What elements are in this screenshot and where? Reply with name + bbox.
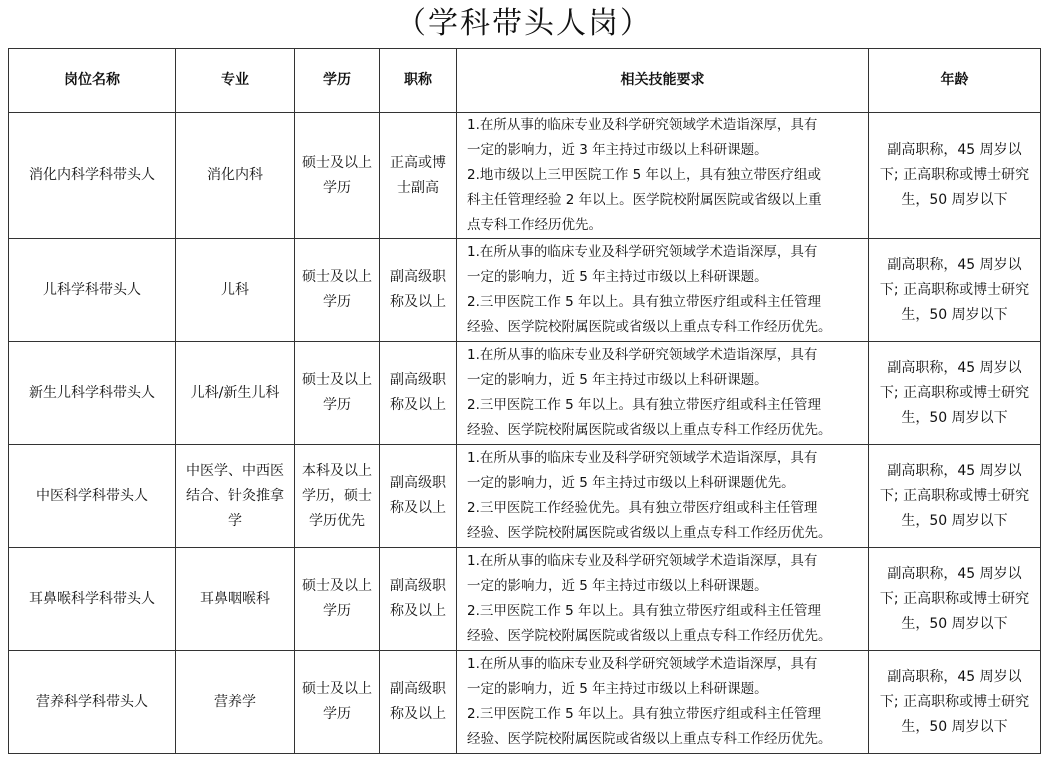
header-age: 年龄 (869, 49, 1041, 113)
skill-line: 一定的影响力，近 5 年主持过市级以上科研课题。 (467, 681, 768, 697)
header-skills: 相关技能要求 (457, 49, 869, 113)
skill-line: 经验、医学院校附属医院或省级以上重点专科工作经历优先。 (467, 731, 832, 747)
skill-line: 2.地市级以上三甲医院工作 5 年以上，具有独立带医疗组或 (467, 167, 822, 183)
cell-education: 本科及以上学历，硕士学历优先 (295, 445, 380, 548)
cell-major: 儿科 (176, 239, 295, 342)
cell-title: 副高级职称及以上 (380, 239, 457, 342)
skill-line: 1.在所从事的临床专业及科学研究领域学术造诣深厚，具有 (467, 553, 818, 569)
cell-skills (457, 548, 869, 651)
cell-age: 副高职称，45 周岁以下; 正高职称或博士研究生，50 周岁以下 (869, 651, 1041, 754)
table-row (9, 113, 1041, 239)
skill-line: 1.在所从事的临床专业及科学研究领域学术造诣深厚，具有 (467, 450, 818, 466)
header-major: 专业 (176, 49, 295, 113)
cell-position: 耳鼻喉科学科带头人 (9, 548, 176, 651)
table-header-row (9, 49, 1041, 113)
cell-age: 副高职称，45 周岁以下; 正高职称或博士研究生，50 周岁以下 (869, 342, 1041, 445)
skill-line: 2.三甲医院工作 5 年以上。具有独立带医疗组或科主任管理 (467, 603, 822, 619)
skill-line: 经验、医学院校附属医院或省级以上重点专科工作经历优先。 (467, 525, 832, 541)
cell-skills (457, 445, 869, 548)
cell-education: 硕士及以上学历 (295, 239, 380, 342)
skill-line: 1.在所从事的临床专业及科学研究领域学术造诣深厚，具有 (467, 117, 818, 133)
skill-line: 2.三甲医院工作经验优先。具有独立带医疗组或科主任管理 (467, 500, 818, 516)
skill-line: 2.三甲医院工作 5 年以上。具有独立带医疗组或科主任管理 (467, 706, 822, 722)
cell-age: 副高职称，45 周岁以下; 正高职称或博士研究生，50 周岁以下 (869, 445, 1041, 548)
skill-line: 点专科工作经历优先。 (467, 217, 602, 233)
table-row (9, 239, 1041, 342)
table-row (9, 651, 1041, 754)
skill-line: 2.三甲医院工作 5 年以上。具有独立带医疗组或科主任管理 (467, 397, 822, 413)
header-education: 学历 (295, 49, 380, 113)
table-row (9, 548, 1041, 651)
skill-line: 经验、医学院校附属医院或省级以上重点专科工作经历优先。 (467, 422, 832, 438)
cell-title: 副高级职称及以上 (380, 342, 457, 445)
cell-skills (457, 113, 869, 239)
skill-line: 经验、医学院校附属医院或省级以上重点专科工作经历优先。 (467, 628, 832, 644)
skill-line: 一定的影响力，近 5 年主持过市级以上科研课题。 (467, 269, 768, 285)
table-row (9, 342, 1041, 445)
cell-age: 副高职称，45 周岁以下; 正高职称或博士研究生，50 周岁以下 (869, 548, 1041, 651)
skill-line: 1.在所从事的临床专业及科学研究领域学术造诣深厚，具有 (467, 347, 818, 363)
cell-education: 硕士及以上学历 (295, 651, 380, 754)
cell-position: 营养科学科带头人 (9, 651, 176, 754)
cell-title: 正高或博士副高 (380, 113, 457, 239)
skill-line: 一定的影响力，近 5 年主持过市级以上科研课题优先。 (467, 475, 795, 491)
cell-major: 中医学、中西医结合、针灸推拿学 (176, 445, 295, 548)
skill-line: 1.在所从事的临床专业及科学研究领域学术造诣深厚，具有 (467, 244, 818, 260)
cell-position: 中医科学科带头人 (9, 445, 176, 548)
skill-line: 2.三甲医院工作 5 年以上。具有独立带医疗组或科主任管理 (467, 294, 822, 310)
skill-line: 1.在所从事的临床专业及科学研究领域学术造诣深厚，具有 (467, 656, 818, 672)
skill-line: 一定的影响力，近 5 年主持过市级以上科研课题。 (467, 578, 768, 594)
page-title: （学科带头人岗） (396, 6, 652, 41)
table-row (9, 445, 1041, 548)
cell-skills (457, 651, 869, 754)
cell-age: 副高职称，45 周岁以下; 正高职称或博士研究生，50 周岁以下 (869, 239, 1041, 342)
skill-line: 经验、医学院校附属医院或省级以上重点专科工作经历优先。 (467, 319, 832, 335)
cell-title: 副高级职称及以上 (380, 651, 457, 754)
cell-title: 副高级职称及以上 (380, 548, 457, 651)
cell-education: 硕士及以上学历 (295, 342, 380, 445)
cell-position: 新生儿科学科带头人 (9, 342, 176, 445)
cell-education: 硕士及以上学历 (295, 113, 380, 239)
job-requirements-table (8, 48, 1041, 754)
cell-position: 儿科学科带头人 (9, 239, 176, 342)
cell-skills (457, 239, 869, 342)
skill-line: 科主任管理经验 2 年以上。医学院校附属医院或省级以上重 (467, 192, 822, 208)
cell-age: 副高职称，45 周岁以下; 正高职称或博士研究生，50 周岁以下 (869, 113, 1041, 239)
cell-title: 副高级职称及以上 (380, 445, 457, 548)
header-position: 岗位名称 (9, 49, 176, 113)
skill-line: 一定的影响力，近 5 年主持过市级以上科研课题。 (467, 372, 768, 388)
cell-position: 消化内科学科带头人 (9, 113, 176, 239)
skill-line: 一定的影响力，近 3 年主持过市级以上科研课题。 (467, 142, 768, 158)
cell-major: 营养学 (176, 651, 295, 754)
cell-major: 耳鼻咽喉科 (176, 548, 295, 651)
cell-major: 儿科/新生儿科 (176, 342, 295, 445)
cell-major: 消化内科 (176, 113, 295, 239)
cell-education: 硕士及以上学历 (295, 548, 380, 651)
header-title: 职称 (380, 49, 457, 113)
cell-skills (457, 342, 869, 445)
